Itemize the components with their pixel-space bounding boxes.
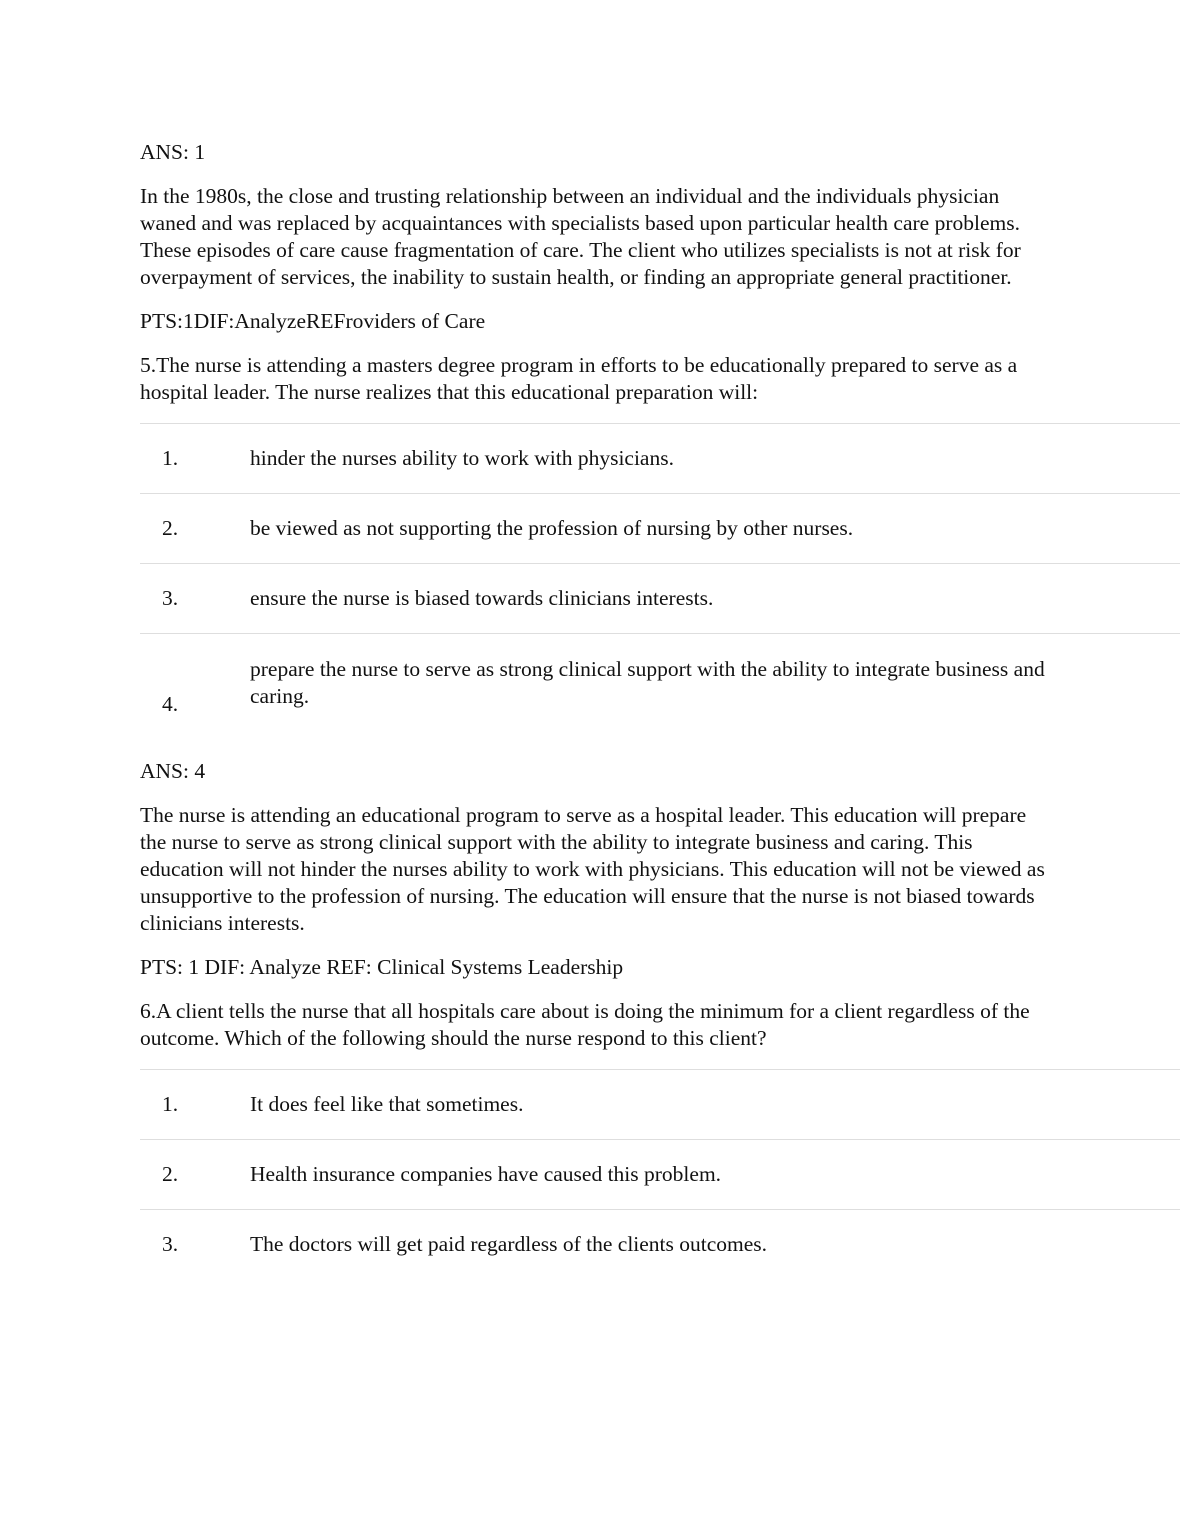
option-row [140,1070,1180,1140]
points-line-1: PTS:1DIF:AnalyzeREFroviders of Care [140,309,486,333]
option-text: be viewed as not supporting the profession of nursing by other nurses. [250,516,854,540]
option-text: ensure the nurse is biased towards clinicians interests. [250,586,714,610]
option-row [140,564,1180,634]
option-row [140,1210,1180,1280]
points-line-5: PTS: 1 DIF: Analyze REF: Clinical Systems Leadership [140,955,624,979]
question-5-options [140,423,1180,732]
option-number: 1. [162,1092,179,1116]
answer-line-5: ANS: 4 [140,759,206,783]
option-row [140,1140,1180,1210]
option-number: 1. [162,446,179,470]
rationale-1: In the 1980s, the close and trusting relationship between an individual and the individuals physician waned and was replaced by acquaintances with specialists based upon particular health care problems. These episodes of care cause fragmentation of care. The client who utilizes specialists is not at risk for overpayment of services, the inability to sustain health, or finding an appropriate general practitioner. [140,184,1021,289]
option-text: hinder the nurses ability to work with physicians. [250,446,674,470]
option-row [140,634,1180,733]
option-text: It does feel like that sometimes. [250,1092,524,1116]
option-text: The doctors will get paid regardless of the clients outcomes. [250,1232,768,1256]
option-number: 2. [162,1162,179,1186]
rationale-5: The nurse is attending an educational program to serve as a hospital leader. This education will prepare the nurse to serve as strong clinical support with the ability to integrate business and caring. This education will not hinder the nurses ability to work with physicians. This education will not be viewed as unsupportive to the profession of nursing. The education will ensure that the nurse is not biased towards clinicians interests. [140,803,1045,935]
question-5-stem: 5.The nurse is attending a masters degree program in efforts to be educationally prepared to serve as a hospital leader. The nurse realizes that this educational preparation will: [140,353,1018,404]
option-text: prepare the nurse to serve as strong clinical support with the ability to integrate business and caring. [250,657,1045,708]
document-page [140,139,1180,1305]
question-6-options [140,1069,1180,1279]
option-row [140,494,1180,564]
option-number: 3. [162,1232,179,1256]
question-6-stem: 6.A client tells the nurse that all hospitals care about is doing the minimum for a client regardless of the outcome. Which of the following should the nurse respond to this client? [140,999,1030,1050]
answer-line-1: ANS: 1 [140,140,206,164]
option-number: 3. [162,586,179,610]
option-text: Health insurance companies have caused this problem. [250,1162,722,1186]
option-number: 4. [162,692,179,716]
option-row [140,424,1180,494]
option-number: 2. [162,516,179,540]
